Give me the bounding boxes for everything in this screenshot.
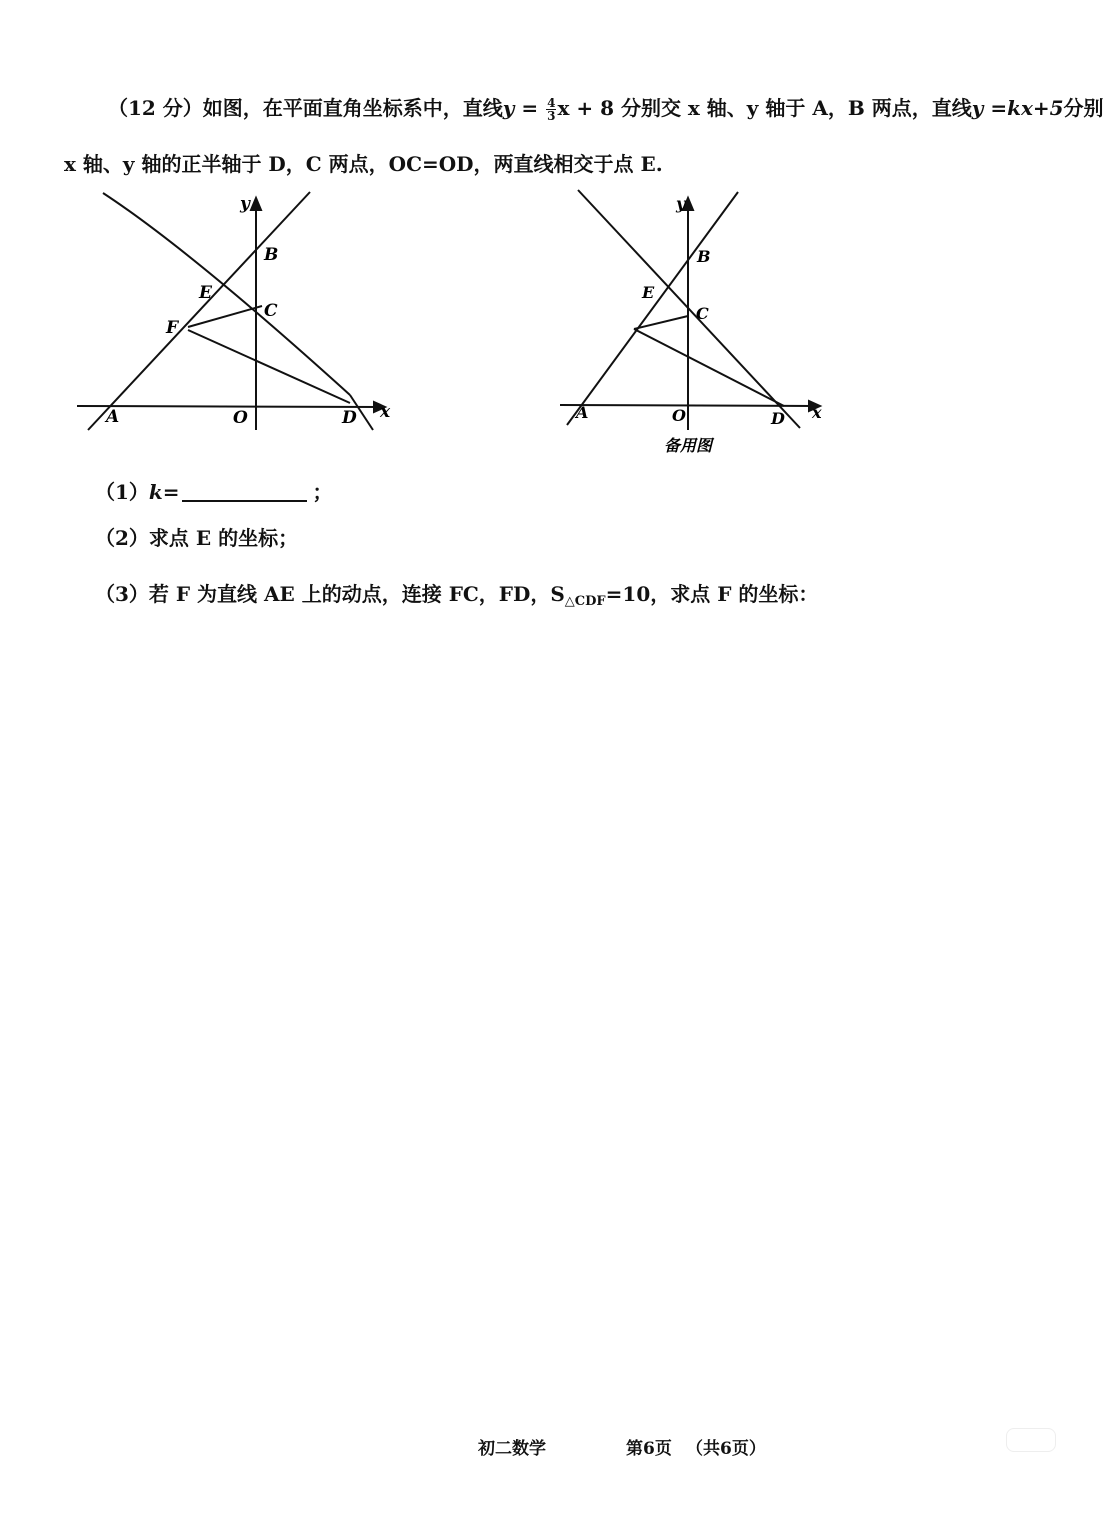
fraction-denominator: 3: [547, 109, 556, 123]
x-axis: [77, 406, 382, 407]
line1-eq: =: [514, 96, 546, 120]
answer-blank[interactable]: [182, 482, 307, 502]
figure-caption: 备用图: [664, 436, 713, 455]
part-1: [95, 476, 333, 505]
part-3-text-b: =10，求点 F 的坐标：: [605, 582, 819, 606]
label-x: x: [380, 402, 391, 422]
row2-text: y 轴的正半轴于 D，C 两点，OC=OD，两直线相交于点 E.: [122, 152, 663, 176]
line-ab: [567, 192, 738, 425]
label-c: C: [264, 301, 278, 321]
figure-right: [555, 185, 835, 460]
label-d: D: [771, 409, 785, 428]
label-f: F: [166, 318, 179, 338]
label-d: D: [342, 408, 357, 428]
line-cd: [103, 193, 350, 395]
label-e: E: [199, 283, 212, 303]
part-3-text-a: （3）若 F 为直线 AE 上的动点，连接 FC，FD，S: [95, 582, 565, 606]
y-axis-arrow: [251, 198, 261, 210]
label-b: B: [264, 245, 279, 265]
label-o: O: [672, 406, 686, 425]
line1-y: y: [502, 96, 515, 120]
part-1-end: ；: [312, 480, 333, 504]
footer-page: 第6页: [626, 1439, 672, 1459]
question-intro: （12 分）如图，在平面直角坐标系中，直线: [108, 96, 503, 120]
footer-total: （共6页）: [686, 1439, 766, 1459]
line2-eq: y =kx+5: [971, 96, 1064, 120]
question-line-1: [108, 92, 1104, 122]
label-y: y: [676, 194, 686, 213]
label-e: E: [642, 283, 655, 302]
segment-fc: [188, 306, 262, 327]
watermark-logo: [1006, 1428, 1056, 1452]
label-b: B: [697, 247, 711, 266]
segment-fd: [188, 330, 350, 403]
figure-left: [70, 185, 410, 445]
fraction-numerator: 4: [547, 96, 556, 110]
footer-subject: 初二数学: [478, 1439, 546, 1459]
label-x: x: [812, 403, 822, 422]
label-o: O: [233, 408, 248, 428]
line1-rest: x + 8 分别交 x 轴、y 轴于 A，B 两点，直线: [557, 96, 972, 120]
label-a: A: [576, 403, 589, 422]
part-3-subscript: △CDF: [564, 594, 606, 609]
part-3: [95, 578, 818, 609]
part-2: （2）求点 E 的坐标；: [95, 526, 299, 550]
label-c: C: [696, 304, 709, 323]
label-a: A: [106, 407, 120, 427]
label-y: y: [240, 194, 250, 214]
question-line-2: [64, 148, 663, 177]
row2-prefix: x 轴、: [64, 152, 123, 176]
segment-fd: [634, 329, 784, 406]
part-1-var: k=: [148, 480, 180, 504]
line2-rest: 分别: [1063, 96, 1104, 120]
slope-fraction: [546, 97, 556, 122]
part-1-label: （1）: [95, 480, 149, 504]
